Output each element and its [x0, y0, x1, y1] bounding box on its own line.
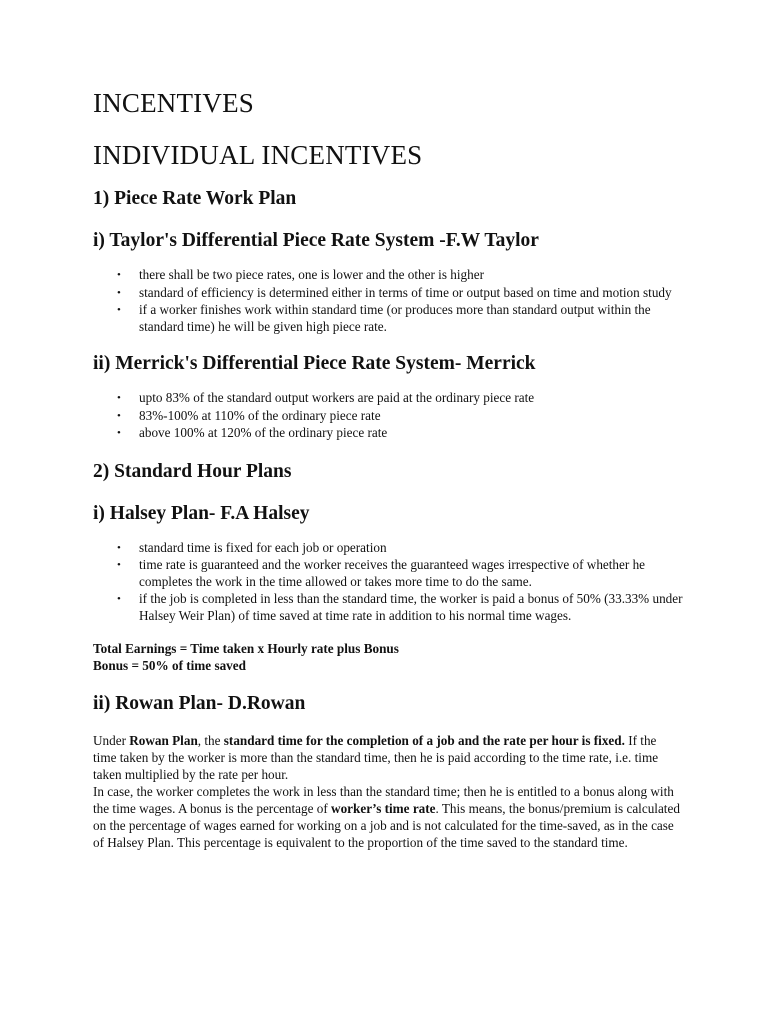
list-item: • 83%-100% at 110% of the ordinary piece rate [139, 408, 683, 425]
text-run: If the time taken by the worker is more than the standard time, then he is paid according to the time rate, i.e. time taken multiplied by the rate per hour. [93, 733, 659, 782]
text-run: In case, the worker completes the work in less than the standard time; then he is entitled to a bonus along with the time wages. A bonus is the percentage of [93, 784, 674, 816]
bold-term: standard time for the completion of a job and the rate per hour is fixed. [223, 733, 625, 748]
list-item: • if a worker finishes work within standard time (or produces more than standard output within the standard time) he will be given high piece rate. [139, 302, 683, 335]
text-run: . This means, the bonus/premium is calculated on the percentage of wages earned for working on a job and is not calculated for the time-saved, as in the case of Halsey Plan. This percentage is equivalent to the proportion of the time saved to the standard time. [93, 801, 680, 850]
list-item: • above 100% at 120% of the ordinary piece rate [139, 425, 683, 442]
subheading-halsey: i) Halsey Plan- F.A Halsey [93, 502, 310, 524]
list-item: • there shall be two piece rates, one is lower and the other is higher [139, 267, 683, 284]
list-item: • time rate is guaranteed and the worker receives the guaranteed wages irrespective of whether he completes the work in the time allowed or takes more time to do the same. [139, 557, 683, 590]
bonus-formula: Bonus = 50% of time saved [93, 658, 246, 673]
subheading-merrick: ii) Merrick's Differential Piece Rate System- Merrick [93, 353, 536, 374]
bold-term: Rowan Plan [129, 733, 198, 748]
list-item: • upto 83% of the standard output workers are paid at the ordinary piece rate [139, 390, 683, 407]
merrick-bullet-list [93, 390, 683, 442]
rowan-paragraph-1 [93, 732, 683, 783]
bold-term: worker’s time rate [331, 801, 436, 816]
section-heading-piece-rate: 1) Piece Rate Work Plan [93, 188, 297, 209]
list-item: • if the job is completed in less than the standard time, the worker is paid a bonus of 50% (33.33% under Halsey Weir Plan) of time saved at time rate in addition to his normal time wages. [139, 591, 683, 624]
page-title: INCENTIVES [93, 88, 254, 118]
subheading-rowan: ii) Rowan Plan- D.Rowan [93, 693, 306, 714]
rowan-paragraph-2 [93, 783, 683, 851]
taylor-bullet-list [93, 267, 683, 335]
subheading-taylor: i) Taylor's Differential Piece Rate System -F.W Taylor [93, 230, 539, 251]
list-item: • standard time is fixed for each job or operation [139, 540, 683, 557]
section-heading-standard-hour: 2) Standard Hour Plans [93, 460, 292, 482]
list-item: • standard of efficiency is determined either in terms of time or output based on time and motion study [139, 285, 683, 302]
halsey-bullet-list [93, 540, 683, 625]
total-earnings-formula: Total Earnings = Time taken x Hourly rate plus Bonus [93, 641, 399, 656]
text-run: , the [197, 733, 224, 748]
page-subtitle: INDIVIDUAL INCENTIVES [93, 140, 423, 170]
document-page [93, 86, 683, 851]
text-run: Under [93, 733, 130, 748]
